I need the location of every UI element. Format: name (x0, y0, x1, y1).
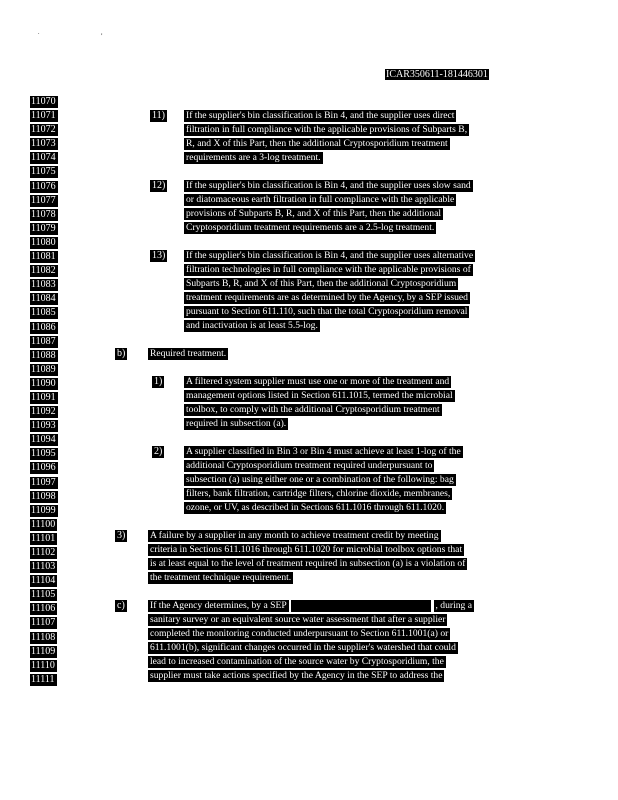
scan-specks: . , (38, 30, 133, 36)
text-line: the treatment technique requirement. (150, 572, 292, 584)
line-number (30, 363, 63, 377)
item-13-marker: 13) (152, 250, 166, 261)
line-number-label: 11100 (31, 518, 56, 530)
line-number-label: 11076 (31, 180, 56, 192)
line-number (30, 616, 63, 630)
item-b1-marker: 1) (154, 376, 163, 387)
text-line: 611.1001(b), significant changes occurred in the supplier's watershed that could (150, 642, 456, 654)
text-line: A failure by a supplier in any month to achieve treatment credit by meeting (150, 530, 439, 541)
line-number-label: 11107 (31, 617, 56, 629)
text-line: R, and X of this Part, then the additional Cryptosporidium treatment (186, 138, 448, 150)
line-number (30, 222, 63, 236)
text-line-tail: , during a (435, 600, 473, 611)
line-number (30, 123, 63, 137)
text-line: If the supplier's bin classification is Bin 4, and the supplier uses slow sand (186, 180, 471, 191)
text-line: provisions of Subparts B, R, and X of this Part, then the additional (186, 208, 442, 220)
text-line: If the supplier's bin classification is Bin 4, and the supplier uses alternative (186, 250, 474, 261)
line-number-label: 11078 (31, 208, 56, 220)
line-number-label: 11075 (31, 166, 56, 178)
line-number (30, 236, 63, 250)
line-number (30, 461, 63, 475)
line-number (30, 433, 63, 447)
text-line: pursuant to Section 611.110, such that the total Cryptosporidium removal (186, 306, 468, 318)
line-number-label: 11084 (31, 293, 56, 305)
line-number (30, 306, 63, 320)
text-line: management options listed in Section 611.1015, termed the microbial (186, 390, 453, 402)
line-number (30, 321, 63, 335)
text-line: filtration technologies in full compliance with the applicable provisions of (186, 264, 471, 276)
line-number-label: 11105 (31, 589, 56, 601)
line-number (30, 405, 63, 419)
item-b1-text (184, 375, 455, 431)
line-number (30, 602, 63, 616)
line-number (30, 335, 63, 349)
line-number (30, 250, 63, 264)
line-number (30, 137, 63, 151)
line-number (30, 659, 63, 673)
line-number (30, 165, 63, 179)
line-number (30, 180, 63, 194)
line-number (30, 574, 63, 588)
line-number-label: 11102 (31, 547, 56, 558)
line-number-label: 11080 (31, 236, 56, 248)
line-number-label: 11106 (31, 603, 56, 615)
item-12-marker: 12) (152, 180, 166, 191)
section-c-text (148, 599, 474, 684)
text-line: requirements are a 3-log treatment. (186, 152, 321, 164)
text-line: filters, bank filtration, cartridge filters, chlorine dioxide, membranes, (186, 488, 451, 500)
item-b2-marker: 2) (154, 446, 163, 457)
text-line: Subparts B, R, and X of this Part, then the additional Cryptosporidium (186, 278, 457, 290)
text-line: is at least equal to the level of treatment required in subsection (a) is a violation of (150, 558, 466, 570)
text-line: treatment requirements are as determined by the Agency, by a SEP issued (186, 292, 468, 304)
line-number (30, 645, 63, 659)
line-number (30, 278, 63, 292)
text-line: supplier must take actions specified by the Agency in the SEP to address the (150, 670, 443, 682)
text-line: A filtered system supplier must use one or more of the treatment and (186, 376, 450, 387)
line-number (30, 532, 63, 546)
section-c-marker: c) (117, 600, 125, 611)
line-number-label: 11082 (31, 265, 56, 277)
line-number-label: 11077 (31, 194, 56, 206)
section-b-heading (148, 347, 228, 361)
line-number-label: 11093 (31, 420, 56, 432)
item-11-marker: 11) (152, 110, 165, 121)
text-line: If the supplier's bin classification is Bin 4, and the supplier uses direct (186, 110, 455, 121)
line-number (30, 349, 63, 363)
line-number (30, 588, 63, 602)
line-number-label: 11088 (31, 349, 56, 361)
section-b-marker: b) (117, 348, 126, 359)
text-line: sanitary survey or an equivalent source water assessment that after a supplier (150, 614, 446, 626)
text-line: and inactivation is at least 5.5-log. (186, 320, 318, 332)
line-number-label: 11089 (31, 363, 56, 375)
line-number (30, 194, 63, 208)
line-number-label: 11099 (31, 504, 56, 516)
line-number-label: 11109 (31, 645, 56, 657)
text-line: required in subsection (a). (186, 418, 287, 430)
item-b3-text (148, 529, 467, 585)
line-number (30, 447, 63, 461)
line-number-label: 11098 (31, 490, 56, 502)
line-number-column (30, 95, 63, 687)
line-number (30, 490, 63, 504)
line-number (30, 151, 63, 165)
line-number (30, 518, 63, 532)
line-number (30, 377, 63, 391)
line-number-label: 11085 (31, 307, 56, 319)
line-number-label: 11091 (31, 391, 56, 403)
line-number-label: 11097 (31, 476, 56, 488)
line-number-label: 11096 (31, 462, 56, 474)
line-number-label: 11103 (31, 561, 56, 573)
line-number (30, 546, 63, 560)
line-number-label: 11101 (31, 532, 56, 544)
line-number (30, 673, 63, 687)
line-number (30, 504, 63, 518)
text-line: A supplier classified in Bin 3 or Bin 4 must achieve at least 1-log of the (186, 446, 461, 457)
line-number-label: 11110 (31, 659, 55, 671)
line-number (30, 292, 63, 306)
line-number-label: 11081 (31, 251, 56, 263)
line-number-label: 11083 (31, 279, 56, 291)
line-number (30, 476, 63, 490)
text-line: Cryptosporidium treatment requirements are a 2.5-log treatment. (186, 222, 435, 234)
line-number (30, 419, 63, 433)
line-number-label: 11074 (31, 152, 56, 164)
line-number (30, 264, 63, 278)
line-number-label: 11092 (31, 406, 56, 418)
text-line: toolbox, to comply with the additional Cryptosporidium treatment (186, 404, 440, 416)
line-number-label: 11087 (31, 335, 56, 347)
line-number-label: 11095 (31, 448, 56, 460)
line-number-label: 11108 (31, 631, 56, 643)
text-line: criteria in Sections 611.1016 through 611.1020 for microbial toolbox options that (150, 544, 463, 556)
text-line: Required treatment. (150, 348, 227, 359)
item-11-text (184, 109, 469, 165)
line-number-label: 11079 (31, 222, 56, 234)
line-number-label: 11104 (31, 575, 56, 587)
text-line: filtration in full compliance with the applicable provisions of Subparts B, (186, 124, 468, 136)
line-number-label: 11071 (31, 110, 56, 122)
text-line: subsection (a) using either one or a combination of the following: bag (186, 474, 454, 486)
document-id-header: ICAR350611-181446301 (386, 69, 488, 80)
item-12-text (184, 179, 473, 235)
line-number-label: 11090 (31, 377, 56, 389)
line-number (30, 631, 63, 645)
line-number (30, 95, 63, 109)
text-line: completed the monitoring conducted underpursuant to Section 611.1001(a) or (150, 628, 449, 640)
line-number-label: 11094 (31, 434, 56, 446)
redaction-bar (291, 600, 431, 612)
line-number-label: 11070 (31, 96, 56, 107)
line-number (30, 391, 63, 405)
item-b2-text (184, 445, 463, 515)
text-line: lead to increased contamination of the source water by Cryptosporidium, the (150, 656, 444, 668)
item-b3-marker: 3) (117, 530, 126, 541)
item-13-text (184, 249, 475, 334)
line-number-label: 11111 (31, 673, 55, 685)
line-number-label: 11086 (31, 321, 56, 333)
line-number (30, 560, 63, 574)
text-line: If the Agency determines, by a SEP (150, 600, 287, 611)
text-line: ozone, or UV, as described in Sections 611.1016 through 611.1020. (186, 502, 445, 514)
line-number (30, 109, 63, 123)
line-number (30, 208, 63, 222)
line-number-label: 11073 (31, 138, 56, 150)
text-line: additional Cryptosporidium treatment required underpursuant to (186, 460, 433, 472)
text-line: or diatomaceous earth filtration in full compliance with the applicable (186, 194, 455, 206)
line-number-label: 11072 (31, 124, 56, 136)
